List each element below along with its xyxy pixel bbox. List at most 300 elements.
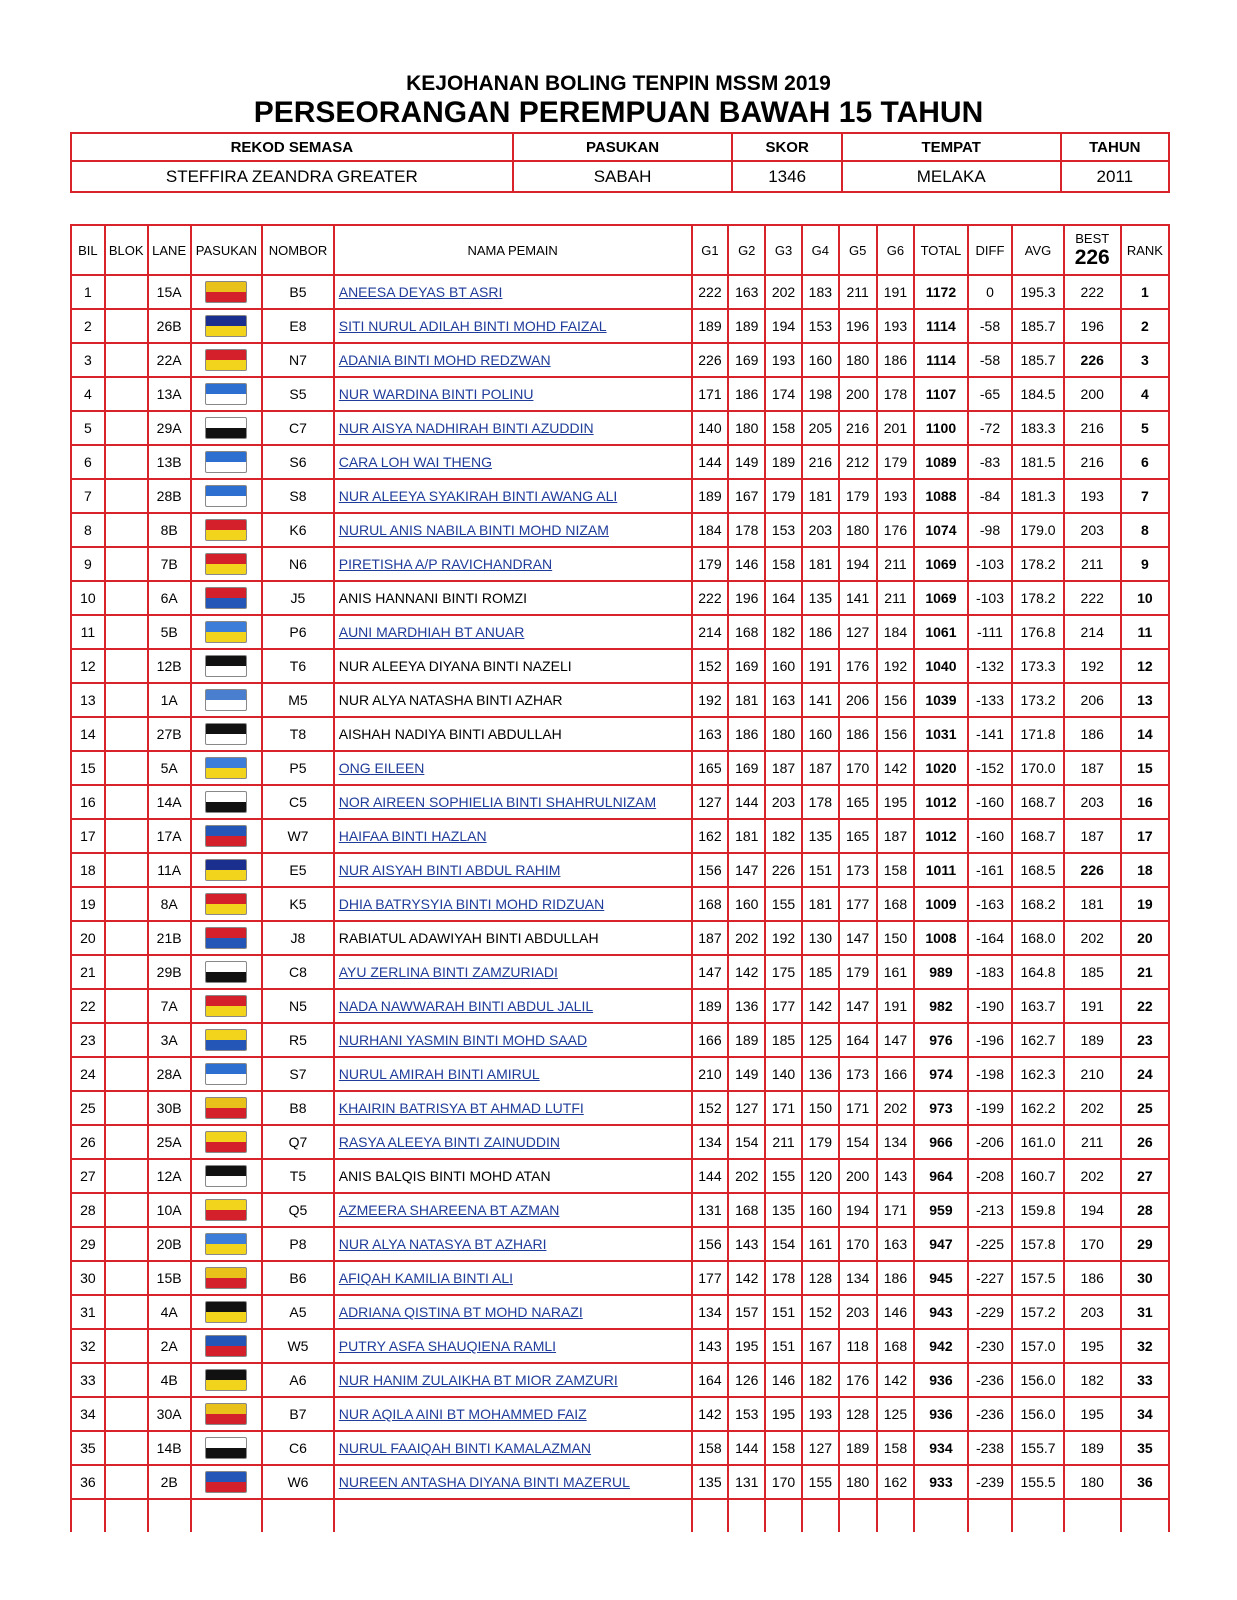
team-flag-cell (191, 1125, 263, 1159)
player-name-link[interactable]: NOR AIREEN SOPHIELIA BINTI SHAHRULNIZAM (338, 794, 657, 810)
player-name-link[interactable]: NURUL AMIRAH BINTI AMIRUL (338, 1066, 540, 1082)
lane-cell: 28A (148, 1057, 191, 1091)
col-header: G4 (802, 225, 839, 275)
player-name-link[interactable]: ONG EILEEN (338, 760, 425, 776)
team-flag-cell (191, 717, 263, 751)
game-score-cell: 158 (765, 1431, 802, 1465)
player-name-link[interactable]: NUR ALEEYA SYAKIRAH BINTI AWANG ALI (338, 488, 618, 504)
player-name-link[interactable]: CARA LOH WAI THENG (338, 454, 492, 470)
avg-cell: 163.7 (1012, 989, 1063, 1023)
game-score-cell: 186 (877, 343, 915, 377)
blok-cell (105, 1125, 148, 1159)
game-score-cell: 162 (692, 819, 729, 853)
bil-cell: 23 (71, 1023, 105, 1057)
col-header: DIFF (968, 225, 1013, 275)
nombor-cell: E5 (262, 853, 334, 887)
state-flag-icon (205, 961, 247, 983)
game-score-cell: 189 (692, 309, 729, 343)
avg-cell: 155.5 (1012, 1465, 1063, 1499)
total-cell: 976 (914, 1023, 967, 1057)
player-name-link[interactable]: RASYA ALEEYA BINTI ZAINUDDIN (338, 1134, 560, 1150)
bil-cell: 10 (71, 581, 105, 615)
player-name-cell (334, 649, 692, 683)
game-score-cell: 189 (692, 479, 729, 513)
game-score-cell: 158 (765, 411, 802, 445)
total-cell: 1074 (914, 513, 967, 547)
game-score-cell: 195 (877, 785, 915, 819)
diff-cell: -164 (968, 921, 1013, 955)
table-row (71, 751, 1169, 785)
col-header: TOTAL (914, 225, 967, 275)
game-score-cell: 152 (692, 649, 729, 683)
player-name-link[interactable]: ADANIA BINTI MOHD REDZWAN (338, 352, 551, 368)
blok-cell (105, 887, 148, 921)
nombor-cell: A6 (262, 1363, 334, 1397)
game-score-cell: 168 (877, 1329, 915, 1363)
rank-cell: 14 (1121, 717, 1169, 751)
player-name: RABIATUL ADAWIYAH BINTI ABDULLAH (338, 930, 599, 946)
total-cell: 974 (914, 1057, 967, 1091)
player-name-link[interactable]: DHIA BATRYSYIA BINTI MOHD RIDZUAN (338, 896, 605, 912)
category-title: PERSEORANGAN PEREMPUAN BAWAH 15 TAHUN (253, 96, 984, 129)
player-name-cell (334, 785, 692, 819)
rank-cell: 8 (1121, 513, 1169, 547)
blok-cell (105, 751, 148, 785)
lane-cell: 27B (148, 717, 191, 751)
state-flag-icon (205, 1437, 247, 1459)
player-name-link[interactable]: PIRETISHA A/P RAVICHANDRAN (338, 556, 553, 572)
table-row (71, 1159, 1169, 1193)
total-cell: 964 (914, 1159, 967, 1193)
player-name-link[interactable]: NURUL ANIS NABILA BINTI MOHD NIZAM (338, 522, 609, 538)
rank-cell: 6 (1121, 445, 1169, 479)
player-name-cell (334, 887, 692, 921)
bil-cell: 24 (71, 1057, 105, 1091)
game-score-cell: 185 (765, 1023, 802, 1057)
player-name-cell (334, 513, 692, 547)
game-score-cell: 165 (839, 785, 877, 819)
team-flag-cell (191, 1363, 263, 1397)
game-score-cell: 173 (839, 1057, 877, 1091)
rank-cell: 30 (1121, 1261, 1169, 1295)
best-cell: 189 (1064, 1431, 1121, 1465)
player-name-link[interactable]: AZMEERA SHAREENA BT AZMAN (338, 1202, 560, 1218)
table-row (71, 649, 1169, 683)
diff-cell: -98 (968, 513, 1013, 547)
total-cell: 1107 (914, 377, 967, 411)
rank-cell: 33 (1121, 1363, 1169, 1397)
blok-cell (105, 921, 148, 955)
game-score-cell: 203 (802, 513, 839, 547)
bil-cell: 16 (71, 785, 105, 819)
nombor-cell: S6 (262, 445, 334, 479)
team-flag-cell (191, 309, 263, 343)
blok-cell (105, 1193, 148, 1227)
game-score-cell: 173 (839, 853, 877, 887)
rank-cell: 35 (1121, 1431, 1169, 1465)
record-team: SABAH (513, 161, 733, 192)
event-title: KEJOHANAN BOLING TENPIN MSSM 2019 (406, 72, 831, 95)
game-score-cell: 189 (728, 1023, 765, 1057)
results-header-row (71, 225, 1169, 275)
nombor-cell: K5 (262, 887, 334, 921)
player-name-cell (334, 819, 692, 853)
total-cell: 933 (914, 1465, 967, 1499)
avg-cell: 171.8 (1012, 717, 1063, 751)
game-score-cell: 118 (839, 1329, 877, 1363)
player-name-link[interactable]: AFIQAH KAMILIA BINTI ALI (338, 1270, 514, 1286)
game-score-cell: 186 (728, 377, 765, 411)
game-score-cell: 168 (877, 887, 915, 921)
lane-cell: 2A (148, 1329, 191, 1363)
best-cell: 194 (1064, 1193, 1121, 1227)
diff-cell: -208 (968, 1159, 1013, 1193)
game-score-cell: 131 (728, 1465, 765, 1499)
game-score-cell: 167 (728, 479, 765, 513)
game-score-cell: 212 (839, 445, 877, 479)
lane-cell: 6A (148, 581, 191, 615)
player-name-link[interactable]: AYU ZERLINA BINTI ZAMZURIADI (338, 964, 558, 980)
player-name-link[interactable]: ADRIANA QISTINA BT MOHD NARAZI (338, 1304, 583, 1320)
blok-cell (105, 1227, 148, 1261)
team-flag-cell (191, 377, 263, 411)
player-name-link[interactable]: NUREEN ANTASHA DIYANA BINTI MAZERUL (338, 1474, 630, 1490)
table-row (71, 819, 1169, 853)
game-score-cell: 186 (839, 717, 877, 751)
lane-cell: 2B (148, 1465, 191, 1499)
state-flag-icon (205, 349, 247, 371)
player-name-cell (334, 411, 692, 445)
player-name-link[interactable]: NUR HANIM ZULAIKHA BT MIOR ZAMZURI (338, 1372, 618, 1388)
team-flag-cell (191, 785, 263, 819)
player-name-link[interactable]: NUR ALYA NATASYA BT AZHARI (338, 1236, 547, 1252)
game-score-cell: 147 (839, 989, 877, 1023)
best-cell: 200 (1064, 377, 1121, 411)
total-cell: 945 (914, 1261, 967, 1295)
game-score-cell: 226 (692, 343, 729, 377)
state-flag-icon (205, 893, 247, 915)
game-score-cell: 126 (728, 1363, 765, 1397)
game-score-cell: 180 (728, 411, 765, 445)
col-header: LANE (148, 225, 191, 275)
lane-cell: 1A (148, 683, 191, 717)
state-flag-icon (205, 995, 247, 1017)
total-cell: 1031 (914, 717, 967, 751)
nombor-cell: P5 (262, 751, 334, 785)
nombor-cell: W5 (262, 1329, 334, 1363)
game-score-cell: 202 (728, 921, 765, 955)
nombor-cell: J8 (262, 921, 334, 955)
blok-cell (105, 547, 148, 581)
bil-cell: 22 (71, 989, 105, 1023)
team-flag-cell (191, 479, 263, 513)
game-score-cell: 178 (728, 513, 765, 547)
nombor-cell: P8 (262, 1227, 334, 1261)
game-score-cell: 158 (877, 1431, 915, 1465)
player-name-link[interactable]: AUNI MARDHIAH BT ANUAR (338, 624, 525, 640)
rank-cell: 9 (1121, 547, 1169, 581)
game-score-cell: 178 (877, 377, 915, 411)
player-name-cell (334, 445, 692, 479)
nombor-cell: E8 (262, 309, 334, 343)
avg-cell: 161.0 (1012, 1125, 1063, 1159)
avg-cell: 168.7 (1012, 785, 1063, 819)
player-name-link[interactable]: SITI NURUL ADILAH BINTI MOHD FAIZAL (338, 318, 607, 334)
lane-cell: 29B (148, 955, 191, 989)
avg-cell: 162.2 (1012, 1091, 1063, 1125)
best-cell: 203 (1064, 785, 1121, 819)
avg-cell: 156.0 (1012, 1397, 1063, 1431)
best-cell: 195 (1064, 1397, 1121, 1431)
table-row (71, 1023, 1169, 1057)
game-score-cell: 196 (839, 309, 877, 343)
game-score-cell: 146 (728, 547, 765, 581)
game-score-cell: 162 (877, 1465, 915, 1499)
player-name-link[interactable]: KHAIRIN BATRISYA BT AHMAD LUTFI (338, 1100, 584, 1116)
col-header: NOMBOR (262, 225, 334, 275)
best-cell: 203 (1064, 513, 1121, 547)
game-score-cell: 127 (728, 1091, 765, 1125)
game-score-cell: 147 (839, 921, 877, 955)
game-score-cell: 164 (765, 581, 802, 615)
rank-cell: 7 (1121, 479, 1169, 513)
game-score-cell: 211 (877, 581, 915, 615)
game-score-cell: 214 (692, 615, 729, 649)
avg-cell: 179.0 (1012, 513, 1063, 547)
total-cell: 936 (914, 1363, 967, 1397)
lane-cell: 15A (148, 275, 191, 309)
player-name-link[interactable]: NUR AQILA AINI BT MOHAMMED FAIZ (338, 1406, 587, 1422)
bil-cell: 5 (71, 411, 105, 445)
diff-cell: -229 (968, 1295, 1013, 1329)
empty-cell (914, 1499, 967, 1532)
game-score-cell: 128 (802, 1261, 839, 1295)
state-flag-icon (205, 451, 247, 473)
state-flag-icon (205, 519, 247, 541)
nombor-cell: B8 (262, 1091, 334, 1125)
player-name-link[interactable]: NURUL FAAIQAH BINTI KAMALAZMAN (338, 1440, 592, 1456)
player-name-cell (334, 1295, 692, 1329)
player-name-link[interactable]: HAIFAA BINTI HAZLAN (338, 828, 487, 844)
record-header-cell: TAHUN (1061, 133, 1169, 161)
game-score-cell: 125 (877, 1397, 915, 1431)
lane-cell: 28B (148, 479, 191, 513)
game-score-cell: 160 (765, 649, 802, 683)
state-flag-icon (205, 927, 247, 949)
team-flag-cell (191, 853, 263, 887)
avg-cell: 183.3 (1012, 411, 1063, 445)
table-row (71, 343, 1169, 377)
bil-cell: 20 (71, 921, 105, 955)
game-score-cell: 154 (839, 1125, 877, 1159)
total-cell: 1039 (914, 683, 967, 717)
diff-cell: -152 (968, 751, 1013, 785)
game-score-cell: 163 (877, 1227, 915, 1261)
game-score-cell: 142 (692, 1397, 729, 1431)
lane-cell: 13B (148, 445, 191, 479)
game-score-cell: 187 (765, 751, 802, 785)
game-score-cell: 178 (802, 785, 839, 819)
game-score-cell: 155 (765, 887, 802, 921)
state-flag-icon (205, 1097, 247, 1119)
best-cell: 214 (1064, 615, 1121, 649)
team-flag-cell (191, 683, 263, 717)
diff-cell: -83 (968, 445, 1013, 479)
player-name-cell (334, 1261, 692, 1295)
nombor-cell: M5 (262, 683, 334, 717)
diff-cell: -132 (968, 649, 1013, 683)
nombor-cell: W6 (262, 1465, 334, 1499)
game-score-cell: 143 (728, 1227, 765, 1261)
team-flag-cell (191, 275, 263, 309)
player-name-link[interactable]: NUR AISYA NADHIRAH BINTI AZUDDIN (338, 420, 594, 436)
blok-cell (105, 377, 148, 411)
best-cell: 216 (1064, 411, 1121, 445)
game-score-cell: 206 (839, 683, 877, 717)
game-score-cell: 180 (839, 1465, 877, 1499)
state-flag-icon (205, 1199, 247, 1221)
game-score-cell: 222 (692, 581, 729, 615)
game-score-cell: 187 (877, 819, 915, 853)
game-score-cell: 179 (839, 479, 877, 513)
player-name-cell (334, 377, 692, 411)
best-cell: 182 (1064, 1363, 1121, 1397)
lane-cell: 29A (148, 411, 191, 445)
game-score-cell: 183 (802, 275, 839, 309)
game-score-cell: 152 (692, 1091, 729, 1125)
game-score-cell: 180 (839, 343, 877, 377)
avg-cell: 178.2 (1012, 581, 1063, 615)
game-score-cell: 125 (802, 1023, 839, 1057)
table-row (71, 1227, 1169, 1261)
table-row (71, 853, 1169, 887)
table-row (71, 989, 1169, 1023)
state-flag-icon (205, 1063, 247, 1085)
player-name-link[interactable]: NUR AISYAH BINTI ABDUL RAHIM (338, 862, 561, 878)
game-score-cell: 193 (765, 343, 802, 377)
avg-cell: 168.2 (1012, 887, 1063, 921)
table-row (71, 1295, 1169, 1329)
game-score-cell: 143 (692, 1329, 729, 1363)
col-header: AVG (1012, 225, 1063, 275)
best-cell: 186 (1064, 717, 1121, 751)
lane-cell: 13A (148, 377, 191, 411)
game-score-cell: 194 (839, 547, 877, 581)
empty-cell (765, 1499, 802, 1532)
avg-cell: 160.7 (1012, 1159, 1063, 1193)
team-flag-cell (191, 1295, 263, 1329)
game-score-cell: 202 (877, 1091, 915, 1125)
total-cell: 1008 (914, 921, 967, 955)
best-cell: 185 (1064, 955, 1121, 989)
table-row (71, 1261, 1169, 1295)
player-name: NUR ALEEYA DIYANA BINTI NAZELI (338, 658, 572, 674)
player-name-link[interactable]: NURHANI YASMIN BINTI MOHD SAAD (338, 1032, 588, 1048)
game-score-cell: 120 (802, 1159, 839, 1193)
blok-cell (105, 649, 148, 683)
total-cell: 1020 (914, 751, 967, 785)
player-name-link[interactable]: NUR WARDINA BINTI POLINU (338, 386, 534, 402)
player-name-cell (334, 343, 692, 377)
game-score-cell: 164 (839, 1023, 877, 1057)
record-header-cell: PASUKAN (513, 133, 733, 161)
player-name-link[interactable]: PUTRY ASFA SHAUQIENA RAMLI (338, 1338, 557, 1354)
col-header: PASUKAN (191, 225, 263, 275)
best-cell: 226 (1064, 853, 1121, 887)
bil-cell: 25 (71, 1091, 105, 1125)
player-name-cell (334, 1227, 692, 1261)
diff-cell: -160 (968, 785, 1013, 819)
table-row (71, 887, 1169, 921)
lane-cell: 4A (148, 1295, 191, 1329)
blok-cell (105, 309, 148, 343)
game-score-cell: 179 (802, 1125, 839, 1159)
lane-cell: 22A (148, 343, 191, 377)
state-flag-icon (205, 553, 247, 575)
empty-cell (1012, 1499, 1063, 1532)
game-score-cell: 170 (839, 1227, 877, 1261)
player-name-cell (334, 921, 692, 955)
state-flag-icon (205, 1233, 247, 1255)
game-score-cell: 205 (802, 411, 839, 445)
game-score-cell: 178 (765, 1261, 802, 1295)
game-score-cell: 127 (839, 615, 877, 649)
total-cell: 1069 (914, 547, 967, 581)
rank-cell: 16 (1121, 785, 1169, 819)
state-flag-icon (205, 1403, 247, 1425)
blok-cell (105, 275, 148, 309)
diff-cell: -239 (968, 1465, 1013, 1499)
best-cell: 191 (1064, 989, 1121, 1023)
game-score-cell: 142 (877, 751, 915, 785)
game-score-cell: 144 (728, 785, 765, 819)
bil-cell: 36 (71, 1465, 105, 1499)
diff-cell: -199 (968, 1091, 1013, 1125)
rank-cell: 26 (1121, 1125, 1169, 1159)
game-score-cell: 150 (877, 921, 915, 955)
bil-cell: 19 (71, 887, 105, 921)
player-name-link[interactable]: ANEESA DEYAS BT ASRI (338, 284, 503, 300)
player-name-link[interactable]: NADA NAWWARAH BINTI ABDUL JALIL (338, 998, 594, 1014)
game-score-cell: 155 (765, 1159, 802, 1193)
rank-cell: 4 (1121, 377, 1169, 411)
rank-cell: 27 (1121, 1159, 1169, 1193)
state-flag-icon (205, 655, 247, 677)
best-cell: 170 (1064, 1227, 1121, 1261)
team-flag-cell (191, 411, 263, 445)
rank-cell: 2 (1121, 309, 1169, 343)
game-score-cell: 171 (692, 377, 729, 411)
game-score-cell: 144 (692, 1159, 729, 1193)
rank-cell: 13 (1121, 683, 1169, 717)
game-score-cell: 158 (692, 1431, 729, 1465)
col-header: G3 (765, 225, 802, 275)
game-score-cell: 203 (839, 1295, 877, 1329)
bil-cell: 29 (71, 1227, 105, 1261)
table-row (71, 785, 1169, 819)
empty-cell (1064, 1499, 1121, 1532)
diff-cell: -133 (968, 683, 1013, 717)
total-cell: 982 (914, 989, 967, 1023)
empty-cell (839, 1499, 877, 1532)
team-flag-cell (191, 1465, 263, 1499)
player-name-cell (334, 547, 692, 581)
game-score-cell: 158 (765, 547, 802, 581)
game-score-cell: 135 (765, 1193, 802, 1227)
bil-cell: 2 (71, 309, 105, 343)
blok-cell (105, 1261, 148, 1295)
player-name: NUR ALYA NATASHA BINTI AZHAR (338, 692, 563, 708)
